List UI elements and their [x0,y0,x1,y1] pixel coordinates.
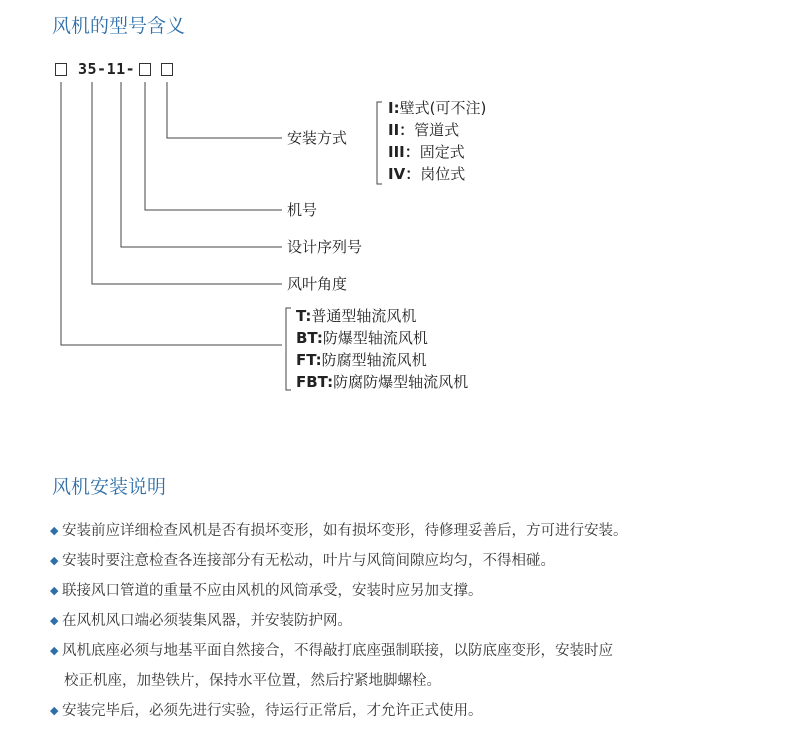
mount-option-code: II： [388,121,415,139]
install-note-text: 联接风口管道的重量不应由风机的风筒承受，安装时应另加支撑。 [62,583,483,599]
model-code-text: 35-11- [78,60,136,78]
install-note-text: 安装前应详细检查风机是否有损坏变形，如有损坏变形，待修理妥善后，方可进行安装。 [62,523,628,539]
mount-option [388,163,465,185]
diamond-bullet-icon: ◆ [50,554,59,567]
mount-option-code: III： [388,143,420,161]
diamond-bullet-icon: ◆ [50,644,59,657]
mount-option-text: 管道式 [414,121,460,139]
diamond-bullet-icon: ◆ [50,704,59,717]
type-code: T: [296,307,312,325]
install-note-text: 安装时要注意检查各连接部分有无松动，叶片与风筒间隙应均匀，不得相碰。 [62,553,555,569]
type-code: FT: [296,351,322,369]
type-option [296,305,416,327]
type-option [296,371,468,393]
diamond-bullet-icon: ◆ [50,584,59,597]
install-note [50,546,770,576]
line-type [61,82,282,345]
model-meaning-title: 风机的型号含义 [52,15,186,37]
mount-option [388,119,459,141]
type-option [296,327,428,349]
type-text: 防爆型轴流风机 [322,329,428,347]
label-machine-number: 机号 [287,201,318,219]
install-note [50,516,770,546]
mount-option [388,97,486,119]
install-note [50,606,770,636]
install-instructions-title: 风机安装说明 [52,476,167,498]
mount-option-code: I: [388,99,400,117]
install-note-continuation: 校正机座，加垫铁片，保持水平位置，然后拧紧地脚螺栓。 [64,673,441,689]
diamond-bullet-icon: ◆ [50,524,59,537]
mount-option [388,141,465,163]
line-mount [167,82,282,138]
type-text: 防腐防爆型轴流风机 [333,373,469,391]
label-design-series: 设计序列号 [287,238,363,256]
diamond-bullet-icon: ◆ [50,614,59,627]
type-code: FBT: [296,373,334,391]
install-note [50,636,770,696]
install-note-text: 在风机风口端必须装集风器，并安装防护网。 [62,613,352,629]
type-text: 防腐型轴流风机 [321,351,427,369]
install-note-text: 安装完毕后，必须先进行实验，待运行正常后，才允许正式使用。 [62,703,483,719]
line-machine [145,82,282,210]
type-option [296,349,427,371]
type-text: 普通型轴流风机 [311,307,417,325]
type-code: BT: [296,329,323,347]
install-notes-list [50,516,770,726]
label-blade-angle: 风叶角度 [287,275,348,293]
bracket-types [286,308,291,390]
mount-option-text: 壁式(可不注) [399,99,487,117]
install-note-text: 风机底座必须与地基平面自然接合，不得敲打底座强制联接，以防底座变形，安装时应 [62,643,613,659]
bracket-mount [377,102,382,184]
install-note [50,576,770,606]
mount-option-code: IV： [388,165,421,183]
install-note [50,696,770,726]
mount-option-text: 固定式 [419,143,465,161]
mount-option-text: 岗位式 [420,165,466,183]
label-mount-method: 安装方式 [287,129,348,147]
